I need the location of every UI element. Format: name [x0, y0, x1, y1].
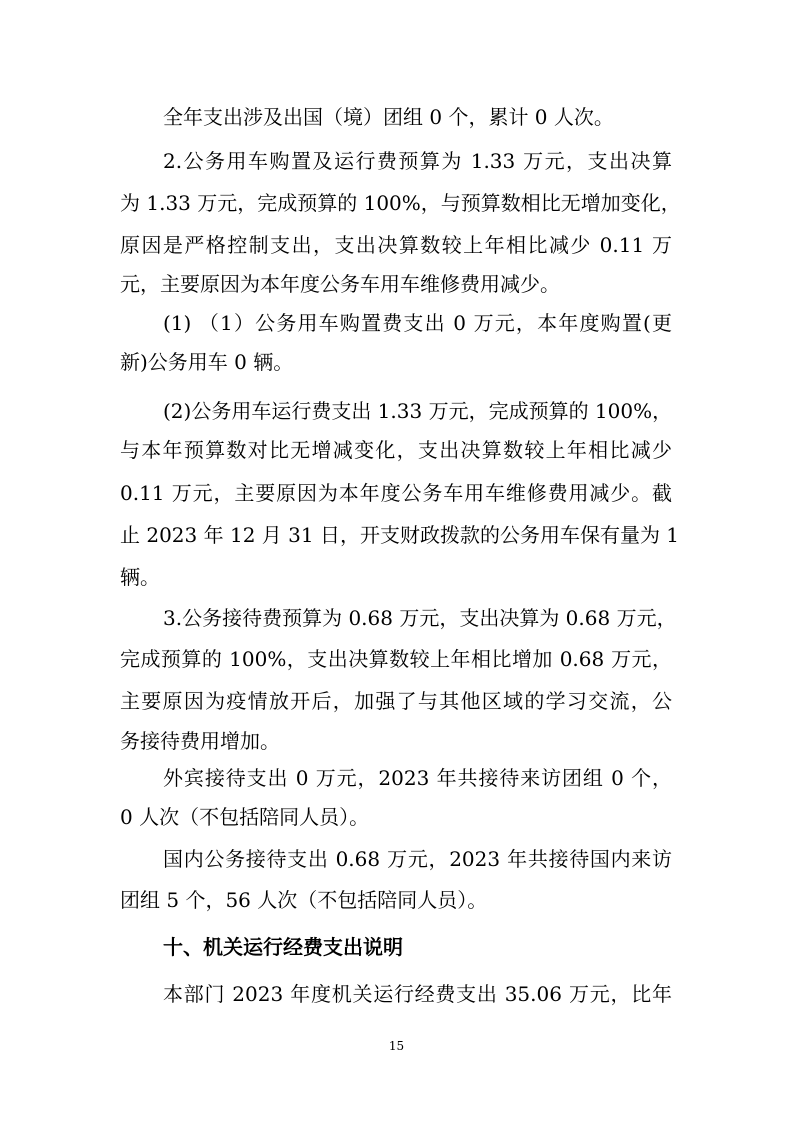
- text-line: 0.11 万元，主要原因为本年度公务车用车维修费用减少。截: [120, 481, 672, 505]
- text-line: 外宾接待支出 0 万元，2023 年共接待来访团组 0 个，: [163, 766, 672, 790]
- page-number: 15: [388, 1039, 405, 1053]
- text-line: 止 2023 年 12 月 31 日，开支财政拨款的公务用车保有量为 1: [120, 523, 680, 547]
- text-line: 辆。: [120, 565, 160, 589]
- text-line: (1) （1）公务用车购置费支出 0 万元，本年度购置(更: [163, 311, 672, 335]
- text-line: 元，主要原因为本年度公务车用车维修费用减少。: [120, 272, 560, 296]
- text-line: 主要原因为疫情放开后，加强了与其他区域的学习交流，公: [120, 689, 672, 713]
- text-line: 2.公务用车购置及运行费预算为 1.33 万元，支出决算: [163, 149, 672, 173]
- text-line: 新)公务用车 0 辆。: [120, 350, 294, 374]
- text-line: 为 1.33 万元，完成预算的 100%，与预算数相比无增加变化，: [120, 191, 681, 215]
- text-line: 务接待费用增加。: [120, 729, 280, 753]
- section-heading: 十、机关运行经费支出说明: [163, 935, 403, 959]
- text-line: 全年支出涉及出国（境）团组 0 个，累计 0 人次。: [163, 105, 614, 129]
- text-line: 国内公务接待支出 0.68 万元，2023 年共接待国内来访: [163, 847, 672, 871]
- text-line: 3.公务接待费预算为 0.68 万元，支出决算为 0.68 万元，: [163, 606, 677, 630]
- text-line: 完成预算的 100%，支出决算数较上年相比增加 0.68 万元，: [120, 647, 672, 671]
- text-line: (2)公务用车运行费支出 1.33 万元，完成预算的 100%，: [163, 399, 673, 423]
- text-line: 本部门 2023 年度机关运行经费支出 35.06 万元，比年: [163, 982, 672, 1006]
- text-line: 与本年预算数对比无增减变化，支出决算数较上年相比减少: [120, 438, 672, 462]
- text-line: 原因是严格控制支出，支出决算数较上年相比减少 0.11 万: [120, 233, 672, 257]
- text-line: 团组 5 个，56 人次（不包括陪同人员）。: [120, 888, 488, 912]
- text-line: 0 人次（不包括陪同人员）。: [120, 805, 370, 829]
